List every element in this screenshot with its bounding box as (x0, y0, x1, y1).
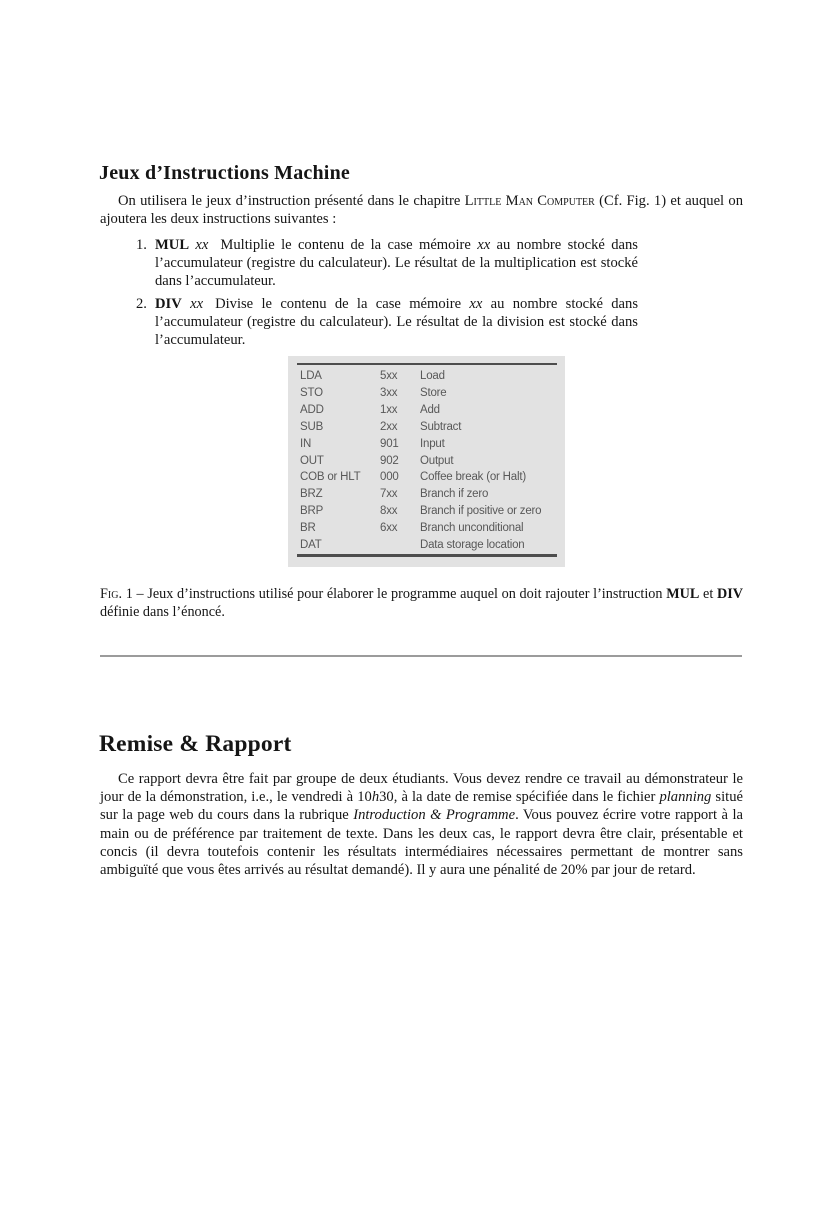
table-mnemonic: BR (300, 522, 316, 535)
table-code: 000 (380, 471, 399, 484)
table-mnemonic: STO (300, 386, 323, 399)
table-desc: Load (420, 370, 445, 382)
table-mnemonic: SUB (300, 420, 324, 433)
table-row (300, 436, 558, 453)
report-paragraph (100, 770, 743, 879)
little-man-computer-smallcaps: Little Man Computer (464, 193, 595, 209)
item-desc-post: au nombre stocké dans l’accumulateur (registre du calculateur). Le résultat de la division est stocké dans l’accumulateur. (155, 296, 639, 348)
caption-bold-div: DIV (716, 586, 743, 602)
table-row (300, 503, 558, 520)
list-item-mul (136, 236, 638, 290)
table-bottom-rule (297, 554, 557, 557)
table-code (380, 537, 420, 554)
table-desc: Subtract (420, 420, 462, 433)
table-desc: Data storage location (420, 539, 525, 552)
report-text-3: situé sur la page web du cours dans la rubrique (100, 789, 743, 824)
table-mnemonic: BRZ (300, 488, 323, 501)
item-number: 2. (136, 296, 147, 312)
table-mnemonic: IN (300, 437, 312, 450)
horizontal-separator-rule (100, 655, 742, 657)
table-desc: Output (420, 454, 454, 467)
table-top-rule (297, 363, 557, 365)
item-desc-post: au nombre stocké dans l’accumulateur (registre du calculateur). Le résultat de la multiplication est stocké dans l’accumulateur. (155, 237, 638, 289)
table-code: 5xx (380, 370, 398, 382)
caption-text-mid: et (699, 586, 717, 602)
report-text-1: Ce rapport devra être fait par groupe de deux étudiants. Vous devez rendre ce travail au démonstrateur le jour de la démonstration, i.e., le vendredi à 10 (100, 771, 743, 806)
caption-bold-mul: MUL (666, 586, 700, 602)
item-desc-operand: xx (477, 237, 491, 253)
item-desc-pre: Multiplie le contenu de la case mémoire (220, 237, 478, 253)
table-code: 2xx (380, 420, 398, 433)
table-code: 6xx (380, 522, 398, 535)
table-row (300, 486, 558, 503)
item-desc-pre: Divise le contenu de la case mémoire (215, 296, 470, 312)
mnemonic-mul: MUL (155, 237, 190, 253)
table-desc: Branch if zero (420, 488, 489, 501)
table-code: 901 (380, 437, 399, 450)
table-code: 1xx (380, 403, 398, 416)
report-text-2: 30, à la date de remise spécifiée dans le fichier (379, 789, 660, 806)
intro-text-post: (Cf. Fig. 1) et auquel on ajoutera les deux instructions suivantes : (100, 193, 743, 227)
operand-xx: xx (195, 237, 209, 253)
mnemonic-div: DIV (155, 296, 182, 312)
table-row (300, 368, 558, 385)
caption-text-pre: Jeux d’instructions utilisé pour élaborer le programme auquel on doit rajouter l’instruction (147, 586, 667, 602)
table-row (300, 402, 558, 419)
table-code: 7xx (380, 488, 398, 501)
table-desc: Coffee break (or Halt) (420, 471, 526, 484)
caption-fig-label: Fig. (100, 586, 122, 602)
table-code: 902 (380, 454, 399, 467)
intro-text-pre: On utilisera le jeux d’instruction présenté dans le chapitre (118, 193, 465, 209)
list-item-div (136, 295, 639, 349)
instruction-list (136, 236, 639, 354)
caption-fig-number: 1 – (122, 586, 148, 602)
table-desc: Branch unconditional (420, 522, 524, 535)
table-row (300, 453, 558, 470)
figure-caption (100, 585, 743, 621)
table-mnemonic: BRP (300, 505, 324, 518)
table-mnemonic: LDA (300, 370, 322, 382)
section-title-remise-rapport: Remise & Rapport (99, 731, 292, 757)
table-mnemonic: ADD (300, 403, 324, 416)
item-desc-operand: xx (469, 296, 483, 312)
table-mnemonic: COB or HLT (300, 471, 361, 484)
table-row (300, 537, 558, 554)
table-rows (300, 368, 558, 554)
table-code: 3xx (380, 386, 398, 399)
report-italic-h: h (371, 789, 380, 806)
table-desc: Add (420, 403, 440, 416)
table-row (300, 385, 558, 402)
intro-paragraph (100, 192, 743, 228)
caption-text-post: définie dans l’énoncé. (100, 604, 225, 620)
table-mnemonic: DAT (300, 539, 322, 552)
item-number: 1. (136, 237, 147, 253)
table-row (300, 520, 558, 537)
section-title-jeux-instructions: Jeux d’Instructions Machine (99, 162, 350, 184)
table-code: 8xx (380, 505, 398, 518)
table-desc: Store (420, 386, 447, 399)
table-mnemonic: OUT (300, 454, 324, 467)
report-italic-planning: planning (659, 789, 712, 806)
table-desc: Branch if positive or zero (420, 505, 542, 518)
lmc-instruction-table-image (288, 356, 565, 567)
table-row (300, 469, 558, 486)
table-row (300, 419, 558, 436)
report-italic-intro-programme: Introduction & Programme (353, 807, 516, 824)
operand-xx: xx (190, 296, 204, 312)
report-text-4: . Vous pouvez écrire votre rapport à la main ou de préférence par traitement de texte. Dans les deux cas, le rapport devra être clair, présentable et concis (il devra toutefois contenir les résultats intermédiaires nécessaires permettant de montrer sans ambiguïté que vous êtes arrivés au résultat demandé). Il y aura une pénalité de 20% par jour de retard. (100, 807, 744, 879)
table-desc: Input (420, 437, 445, 450)
